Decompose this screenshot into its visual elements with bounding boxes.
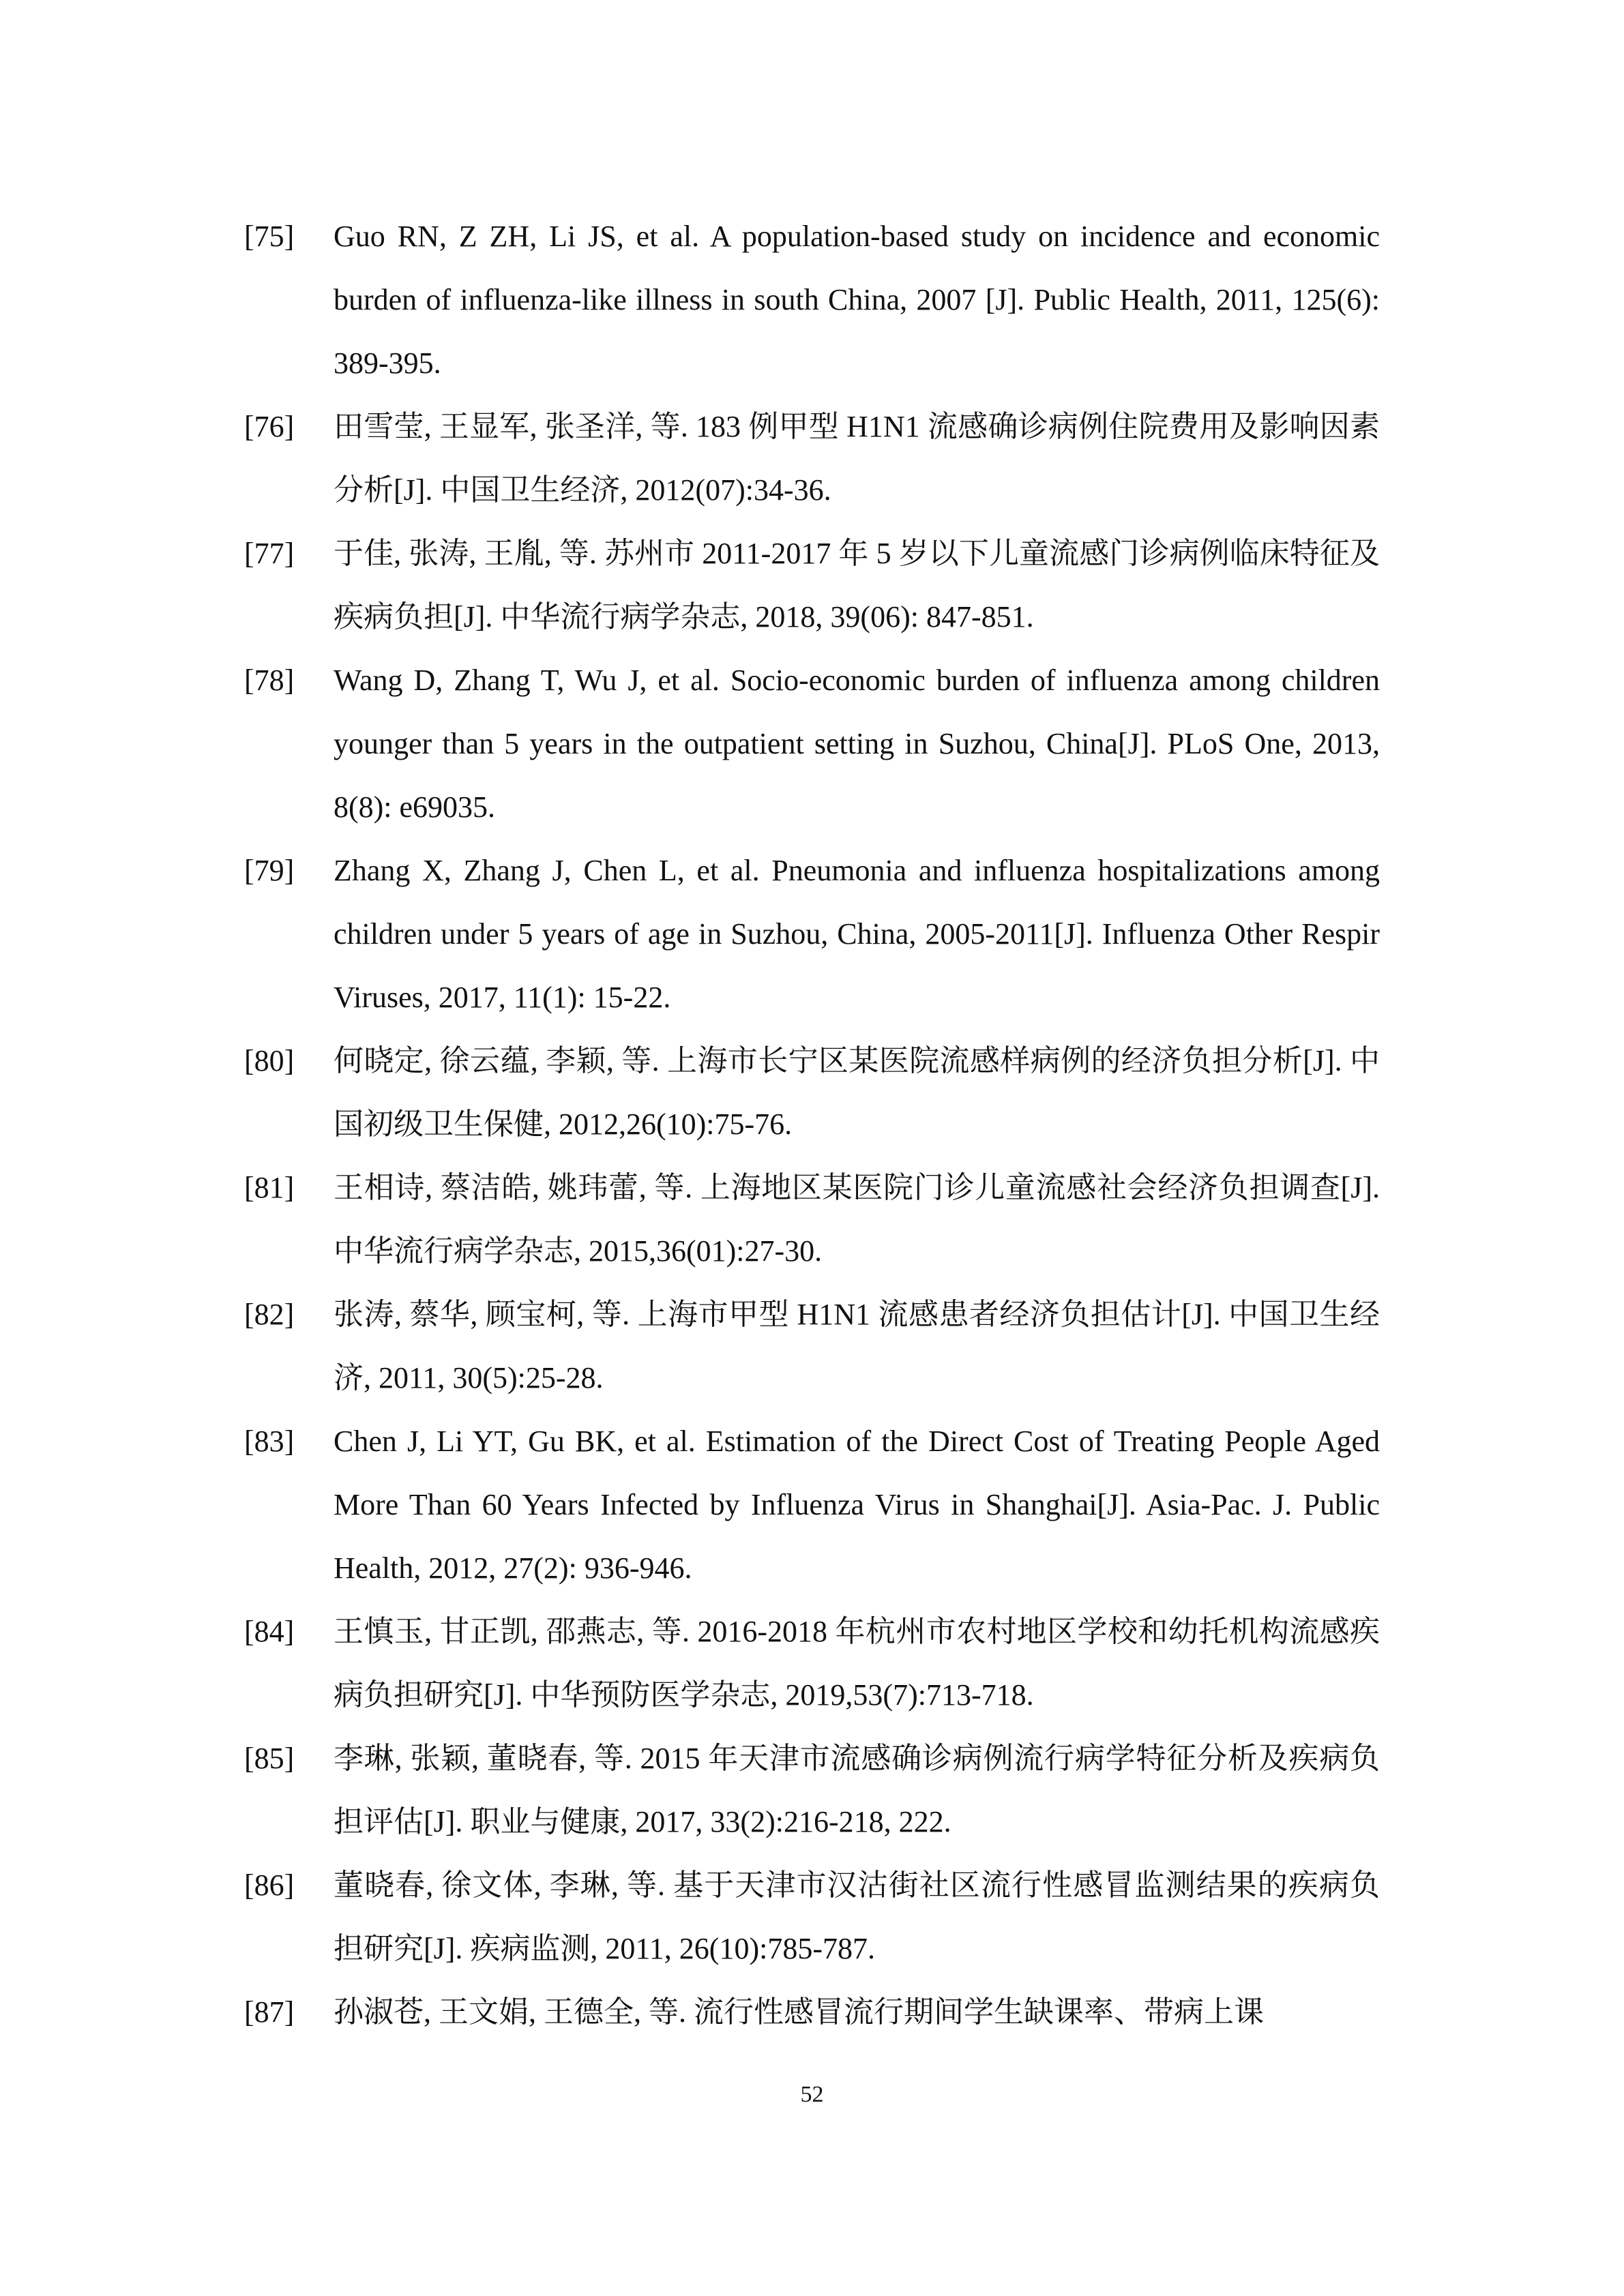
reference-text: 王相诗, 蔡洁皓, 姚玮蕾, 等. 上海地区某医院门诊儿童流感社会经济负担调查[J]. 中华流行病学杂志, 2015,36(01):27-30.	[334, 1171, 1380, 1268]
page-number: 52	[800, 2082, 824, 2107]
reference-number: [87]	[244, 1995, 295, 2029]
reference-text: 张涛, 蔡华, 顾宝柯, 等. 上海市甲型 H1N1 流感患者经济负担估计[J]. 中国卫生经济, 2011, 30(5):25-28.	[334, 1298, 1380, 1395]
reference-number: [81]	[244, 1171, 295, 1204]
reference-number: [83]	[244, 1425, 295, 1458]
reference-number: [80]	[244, 1044, 295, 1077]
reference-text: Zhang X, Zhang J, Chen L, et al. Pneumonia and influenza hospitalizations among children under 5 years of age in Suzhou, China, 2005-2011[J]. Influenza Other Respir Viruses, 2017, 11(1): 15-22.	[334, 854, 1380, 1014]
reference-number: [79]	[244, 854, 295, 887]
reference-item	[244, 839, 1380, 1029]
reference-text: 何晓定, 徐云蕴, 李颖, 等. 上海市长宁区某医院流感样病例的经济负担分析[J]. 中国初级卫生保健, 2012,26(10):75-76.	[334, 1044, 1380, 1141]
reference-number: [85]	[244, 1742, 295, 1775]
reference-text: 孙淑苍, 王文娟, 王德全, 等. 流行性感冒流行期间学生缺课率、带病上课	[334, 1995, 1264, 2029]
reference-number: [78]	[244, 664, 295, 697]
reference-number: [75]	[244, 220, 295, 253]
reference-number: [82]	[244, 1298, 295, 1331]
reference-item	[244, 1156, 1380, 1283]
reference-text: 王慎玉, 甘正凯, 邵燕志, 等. 2016-2018 年杭州市农村地区学校和幼托机构流感疾病负担研究[J]. 中华预防医学杂志, 2019,53(7):713-718.	[334, 1615, 1380, 1712]
reference-text: Wang D, Zhang T, Wu J, et al. Socio-economic burden of influenza among children younger than 5 years in the outpatient setting in Suzhou, China[J]. PLoS One, 2013, 8(8): e69035.	[334, 664, 1380, 824]
reference-number: [77]	[244, 537, 295, 570]
reference-item	[244, 1410, 1380, 1600]
reference-item	[244, 1980, 1380, 2044]
reference-list	[244, 205, 1380, 2044]
reference-item	[244, 648, 1380, 839]
reference-number: [84]	[244, 1615, 295, 1648]
reference-text: 田雪莹, 王显军, 张圣洋, 等. 183 例甲型 H1N1 流感确诊病例住院费用及影响因素分析[J]. 中国卫生经济, 2012(07):34-36.	[334, 410, 1380, 507]
reference-text: 李琳, 张颖, 董晓春, 等. 2015 年天津市流感确诊病例流行病学特征分析及疾病负担评估[J]. 职业与健康, 2017, 33(2):216-218, 222.	[334, 1742, 1380, 1838]
reference-item	[244, 522, 1380, 648]
reference-text: 于佳, 张涛, 王胤, 等. 苏州市 2011-2017 年 5 岁以下儿童流感门诊病例临床特征及疾病负担[J]. 中华流行病学杂志, 2018, 39(06): 847-851.	[334, 537, 1380, 633]
reference-item	[244, 1283, 1380, 1410]
reference-item	[244, 1727, 1380, 1853]
reference-number: [86]	[244, 1868, 295, 1902]
reference-item	[244, 1853, 1380, 1980]
reference-item	[244, 205, 1380, 395]
reference-text: Chen J, Li YT, Gu BK, et al. Estimation of the Direct Cost of Treating People Aged More Than 60 Years Infected by Influenza Virus in Shanghai[J]. Asia-Pac. J. Public Health, 2012, 27(2): 936-946.	[334, 1425, 1380, 1585]
reference-item	[244, 395, 1380, 522]
reference-text: 董晓春, 徐文体, 李琳, 等. 基于天津市汉沽街社区流行性感冒监测结果的疾病负担研究[J]. 疾病监测, 2011, 26(10):785-787.	[334, 1868, 1380, 1965]
reference-item	[244, 1600, 1380, 1727]
reference-text: Guo RN, Z ZH, Li JS, et al. A population-based study on incidence and economic burden of influenza-like illness in south China, 2007 [J]. Public Health, 2011, 125(6): 389-395.	[334, 220, 1380, 380]
reference-item	[244, 1029, 1380, 1156]
reference-number: [76]	[244, 410, 295, 443]
